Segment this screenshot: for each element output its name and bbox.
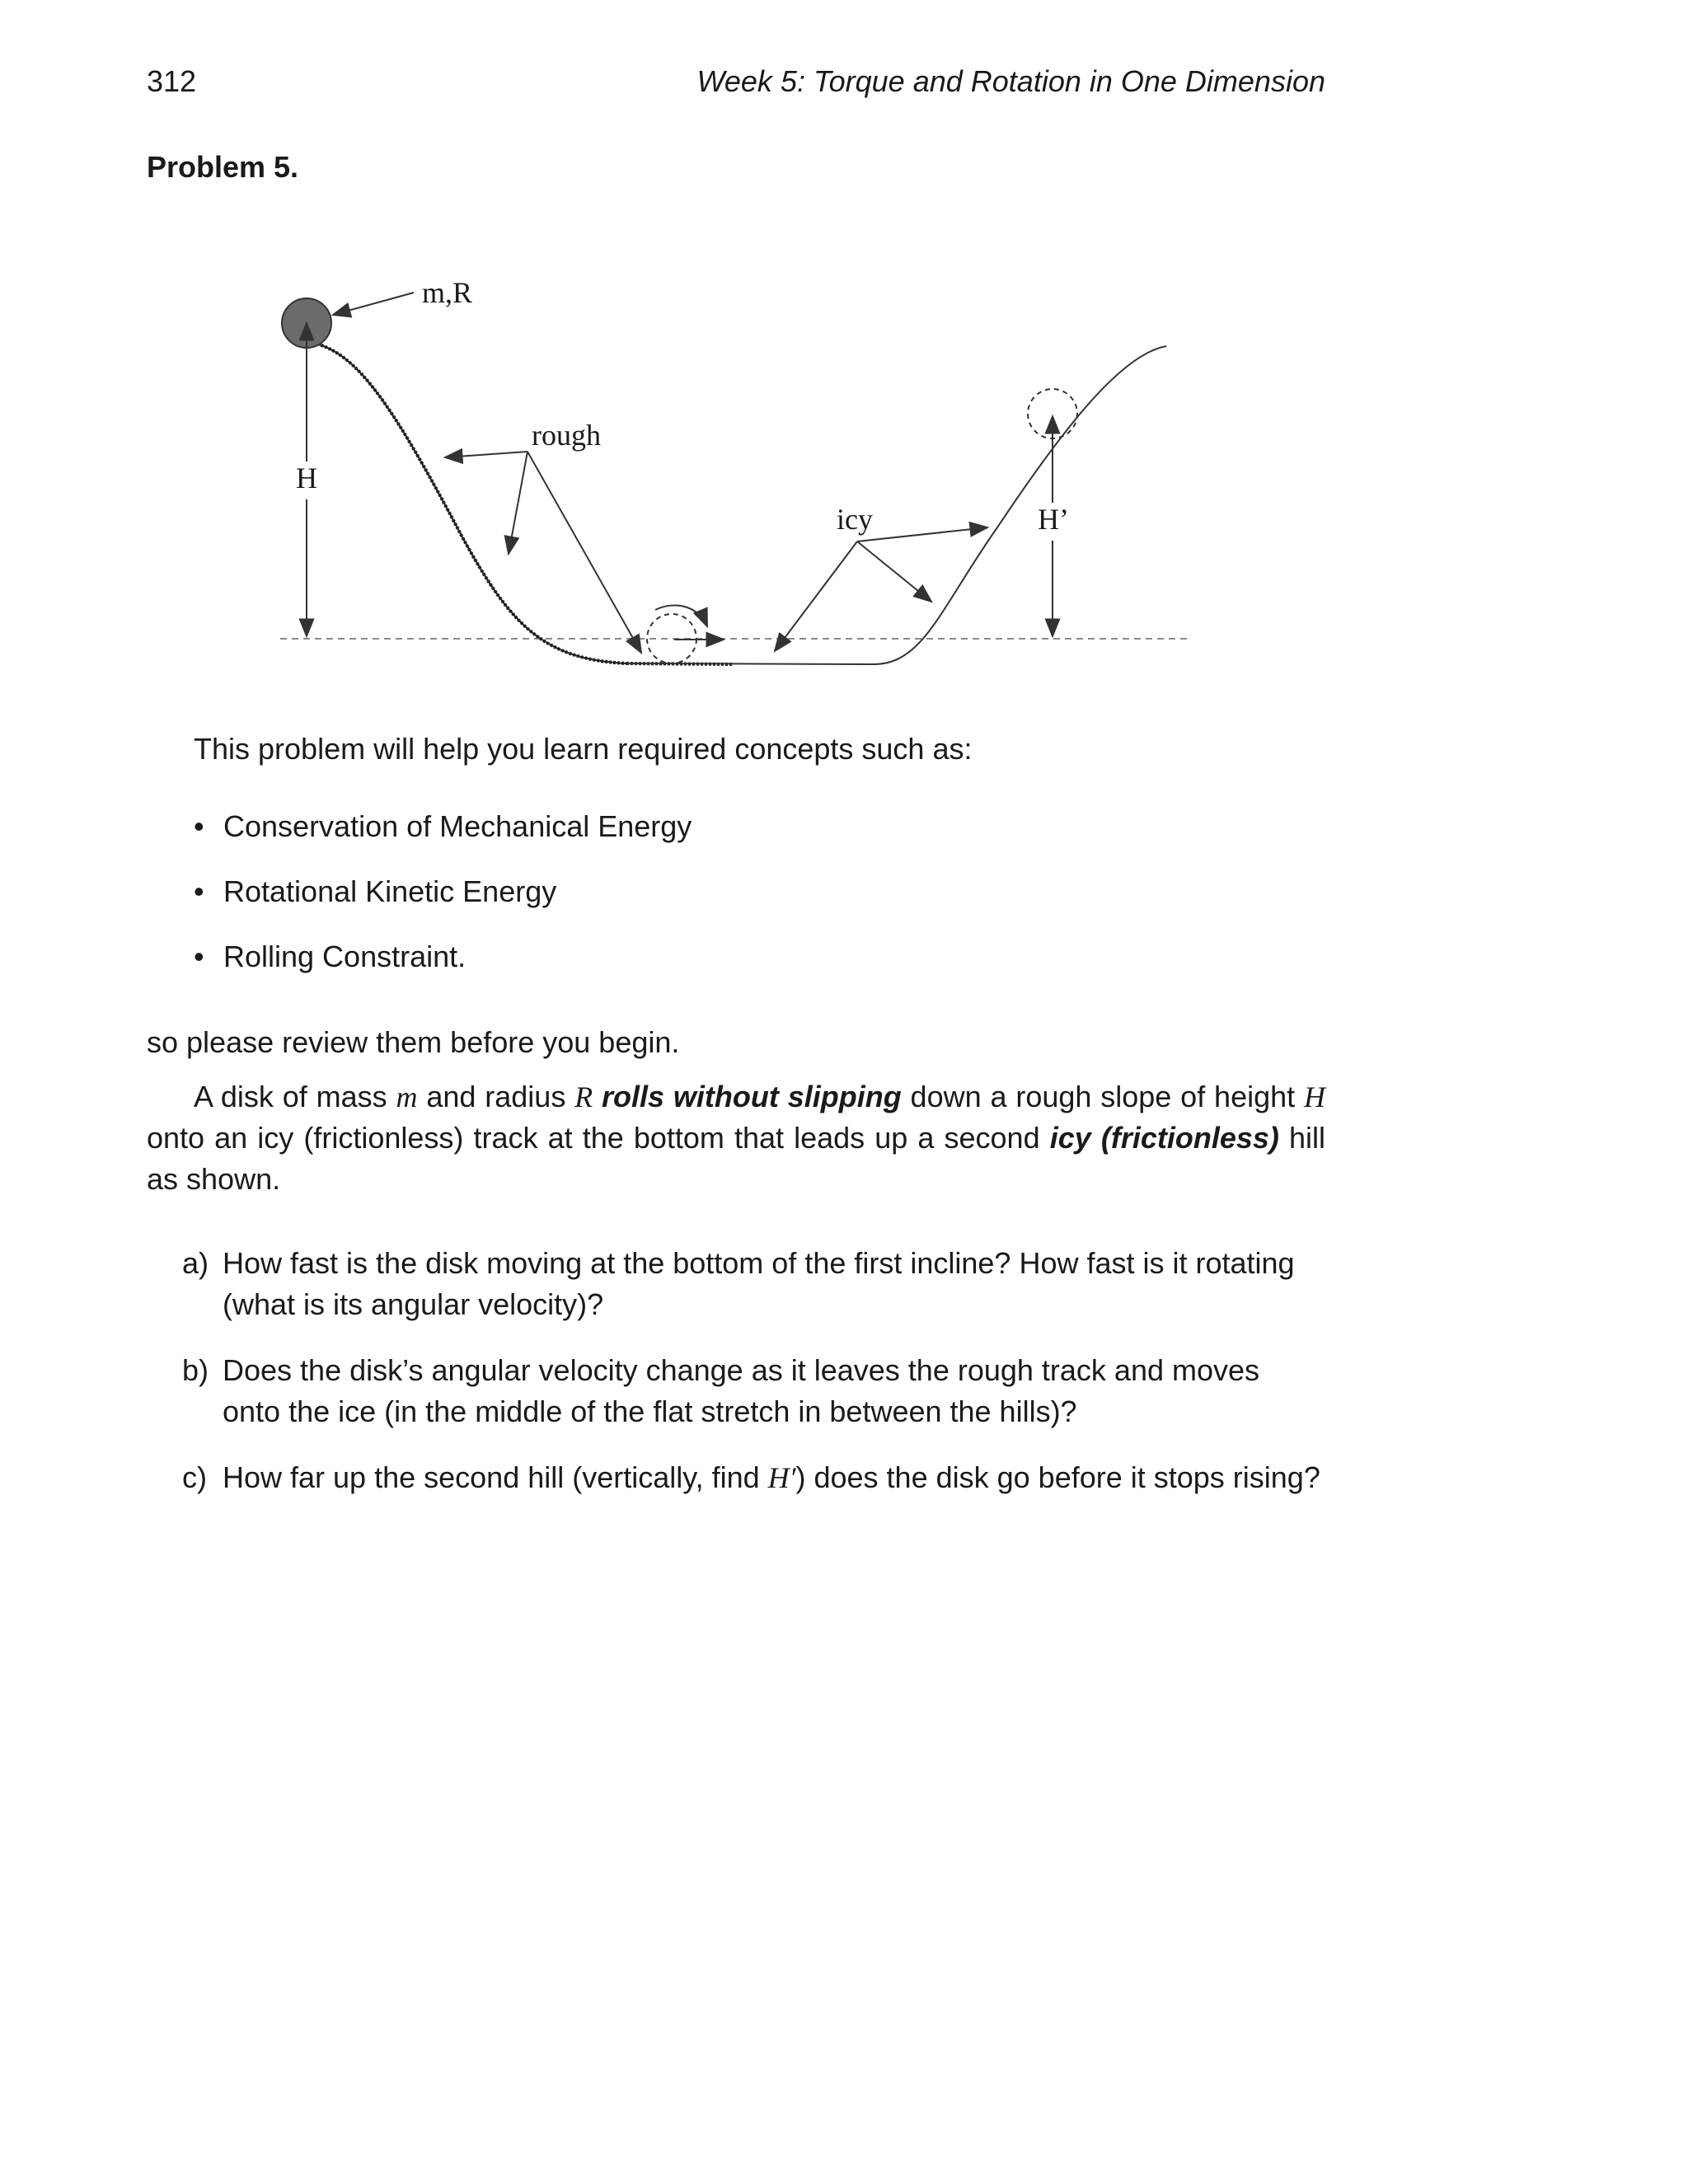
list-item	[194, 809, 692, 874]
icy-leader-2	[857, 541, 931, 602]
question-marker: b)	[182, 1353, 209, 1387]
label-rough: rough	[532, 419, 601, 452]
review-note: so please review them before you begin.	[147, 1025, 680, 1059]
rolling-disk-figure	[247, 264, 1236, 692]
emphasis-icy-frictionless: icy (frictionless)	[1049, 1121, 1279, 1155]
question-marker: a)	[182, 1246, 209, 1280]
concept-label: Rotational Kinetic Energy	[223, 874, 557, 908]
rough-slope-track	[309, 342, 626, 663]
question-item	[147, 1243, 1325, 1325]
question-text: How fast is the disk moving at the bottom of the first incline? How fast is it rotating (what is its angular velocity)?	[223, 1246, 1295, 1321]
running-header-title: Week 5: Torque and Rotation in One Dimension	[696, 64, 1325, 98]
statement-text: A disk of mass	[194, 1080, 396, 1113]
label-mass-radius: m,R	[422, 276, 473, 309]
math-m: m	[396, 1080, 418, 1113]
bullet-glyph: •	[194, 874, 204, 908]
statement-text: hill as shown.	[147, 1121, 1325, 1196]
bullet-glyph: •	[194, 809, 204, 843]
math-h-prime: H′	[767, 1461, 796, 1494]
intro-text: This problem will help you learn required concepts such as:	[194, 732, 973, 766]
disk-label-leader	[333, 293, 414, 315]
rough-leader-1	[445, 452, 528, 457]
question-text: ) does the disk go before it stops rising?	[795, 1460, 1320, 1494]
emphasis-rolls-without-slipping: rolls without slipping	[602, 1080, 902, 1113]
label-h-prime: H’	[1038, 503, 1069, 536]
icy-leader-3	[857, 527, 987, 541]
statement-text: down a rough slope of height	[901, 1080, 1304, 1113]
concept-label: Rolling Constraint.	[223, 940, 467, 973]
question-marker: c)	[182, 1460, 207, 1494]
problem-statement	[147, 1076, 1325, 1200]
list-item	[194, 874, 692, 940]
rough-leader-2	[509, 452, 528, 554]
bullet-glyph: •	[194, 940, 204, 973]
question-text: Does the disk’s angular velocity change as it leaves the rough track and moves onto the ice (in the middle of the flat stretch in between the hills)?	[223, 1353, 1260, 1428]
icy-leader-1	[775, 541, 857, 651]
label-icy: icy	[837, 503, 873, 536]
math-r: R	[574, 1080, 593, 1113]
question-item	[147, 1350, 1325, 1432]
statement-text	[593, 1080, 602, 1113]
rough-slope-edge	[309, 342, 626, 663]
label-h: H	[296, 462, 317, 494]
question-text: How far up the second hill (vertically, find	[223, 1460, 768, 1494]
page-number: 312	[147, 64, 197, 98]
questions-list	[147, 1243, 1325, 1523]
concepts-list	[194, 809, 692, 1005]
icy-track	[626, 346, 1166, 664]
statement-text: onto an icy (frictionless) track at the bottom that leads up a second	[147, 1121, 1050, 1155]
rotation-arrow	[655, 605, 707, 626]
problem-title: Problem 5.	[147, 150, 299, 184]
concept-label: Conservation of Mechanical Energy	[223, 809, 692, 843]
rough-leader-3	[528, 452, 641, 653]
list-item	[194, 940, 692, 1005]
statement-text: and radius	[417, 1080, 575, 1113]
math-h: H	[1304, 1080, 1325, 1113]
question-item	[147, 1457, 1325, 1498]
